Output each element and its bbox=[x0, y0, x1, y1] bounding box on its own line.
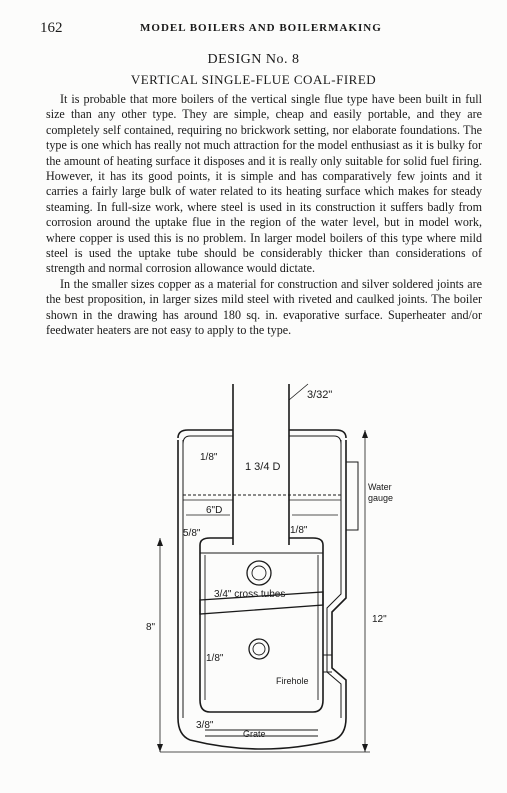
label-firebox-top: 1/8" bbox=[290, 525, 308, 536]
label-height-total: 12" bbox=[372, 614, 387, 625]
cross-tube-upper bbox=[247, 561, 271, 585]
label-shell-dia: 6"D bbox=[206, 505, 223, 516]
label-plate-top: 1/8" bbox=[200, 452, 218, 463]
label-firebox-plate: 1/8" bbox=[206, 653, 224, 664]
paragraph: It is probable that more boilers of the vertical single flue type have been built in full size than any other type. They are simple, cheap and easily portable, and they are completely self contained, requiring no brickwork setting, nor elaborate foundations. The type is one which has really not much attraction for the model enthusiast as it is bulky for the amount of heating surface it disposes and it is really only suitable for solid fuel firing. However, it has its good points, it is simple and has comparatively few joints and it carries a fairly large bulk of water related to its heating surface which makes for steady steaming. In full-size work, where steel is used in its construction it suffers badly from corrosion around the uptake flue in the region of the water level, but in model work, where copper is used this is no problem. In larger model boilers of this type where mild steel is used the uptake tube should be considerably thicker than considerations of strength and normal corrosion allowance would dictate. bbox=[46, 92, 482, 276]
label-water-gauge-2: gauge bbox=[368, 493, 394, 503]
paragraph: In the smaller sizes copper as a material for construction and silver soldered joints are the best proposition, in larger sizes mild steel with riveted and caulked joints. The boiler shown in the drawing has around 180 sq. in. evaporative surface. Superheater and/or feedwater heaters are not easy to apply to the type. bbox=[46, 276, 482, 338]
label-flue-dia: 1 3/4 D bbox=[245, 461, 281, 473]
firebox bbox=[200, 553, 323, 712]
running-head: MODEL BOILERS AND BOILERMAKING bbox=[140, 22, 382, 34]
label-flue-top: 3/32" bbox=[307, 389, 333, 401]
firebox-crown bbox=[200, 538, 323, 553]
label-firehole: Firehole bbox=[276, 676, 309, 686]
cross-tube-mid bbox=[249, 639, 269, 659]
page-number: 162 bbox=[40, 20, 63, 36]
label-cross-tubes: 3/4" cross tubes bbox=[214, 589, 286, 600]
label-height-firebox: 8" bbox=[146, 622, 156, 633]
top-plate bbox=[178, 430, 346, 438]
label-firebox-side: 5/8" bbox=[183, 528, 201, 539]
design-title: DESIGN No. 8 bbox=[207, 52, 300, 67]
label-grate: Grate bbox=[243, 729, 266, 739]
design-subtitle: VERTICAL SINGLE-FLUE COAL-FIRED bbox=[130, 72, 377, 87]
label-grate-gap: 3/8" bbox=[196, 720, 214, 731]
label-water-gauge-1: Water bbox=[368, 482, 392, 492]
water-gauge bbox=[346, 462, 358, 530]
